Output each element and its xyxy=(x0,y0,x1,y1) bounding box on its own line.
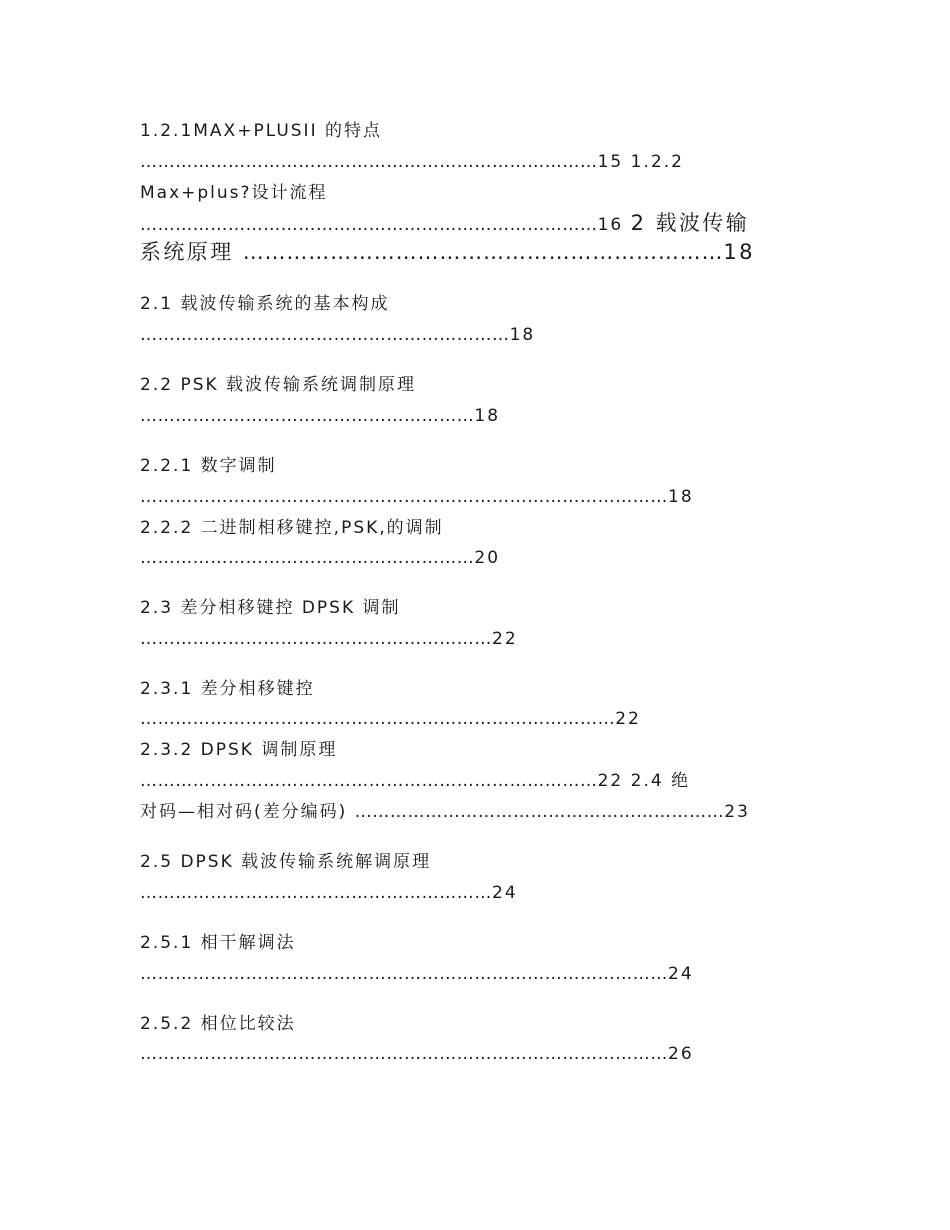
toc-title-1-2-1: 1.2.1MAX+PLUSII 的特点 xyxy=(140,121,382,141)
toc-title-2-2: 2.2 PSK 载波传输系统调制原理 xyxy=(140,375,417,395)
toc-leader-2-3-2 xyxy=(140,769,690,793)
page-number: 18 xyxy=(668,487,694,507)
toc-title-fragment-2-4: 2.4 绝 xyxy=(630,771,691,791)
toc-title-1-2-2: Max+plus?设计流程 xyxy=(140,183,328,203)
dot-leader: …………………………………………………… xyxy=(140,629,492,649)
toc-title-2-4: 对码—相对码(差分编码) xyxy=(140,802,348,822)
toc-title-2-5: 2.5 DPSK 载波传输系统解调原理 xyxy=(140,852,432,872)
dot-leader: ……………………………………………………………………… xyxy=(140,709,616,729)
toc-leader-2-5 xyxy=(140,881,518,905)
toc-leader-2-3-1 xyxy=(140,707,641,731)
toc-title-fragment-1-2-2: 1.2.2 xyxy=(630,152,684,172)
dot-leader: ……………………………………………………………………………… xyxy=(140,487,668,507)
toc-leader-1-2-2 xyxy=(140,211,749,237)
page-number: 16 xyxy=(597,215,624,235)
toc-leader-2-1 xyxy=(140,323,535,347)
dot-leader: …………………………………………………………………… xyxy=(140,771,598,791)
page-number: 15 xyxy=(597,152,624,172)
toc-title-2-5-2: 2.5.2 相位比较法 xyxy=(140,1014,296,1034)
toc-leader-1-2-1 xyxy=(140,150,684,174)
toc-title-2-5-1: 2.5.1 相干解调法 xyxy=(140,933,296,953)
page-number: 22 xyxy=(615,709,641,729)
page-number: 24 xyxy=(492,883,518,903)
page-number: 18 xyxy=(723,240,755,264)
toc-title-2-3-1: 2.3.1 差分相移键控 xyxy=(140,679,315,699)
toc-title-2-2-2: 2.2.2 二进制相移键控,PSK,的调制 xyxy=(140,518,444,538)
dot-leader: …………………………………………………………………… xyxy=(140,215,598,235)
toc-title-chapter-2: 系统原理 xyxy=(140,240,234,264)
toc-title-2-1: 2.1 载波传输系统的基本构成 xyxy=(140,294,390,314)
dot-leader: ………………………………………………… xyxy=(140,548,475,568)
toc-title-2-2-1: 2.2.1 数字调制 xyxy=(140,456,277,476)
page-number: 20 xyxy=(474,548,501,568)
toc-title-2-3-2: 2.3.2 DPSK 调制原理 xyxy=(140,740,338,760)
toc-leader-2-2-1 xyxy=(140,485,694,509)
dot-leader: ……………………………………………………… xyxy=(354,802,725,822)
dot-leader: ……………………………………………………………………………… xyxy=(140,964,668,984)
toc-title-2-3: 2.3 差分相移键控 DPSK 调制 xyxy=(140,598,401,618)
toc-leader-2-2 xyxy=(140,404,500,428)
dot-leader: ………………………………………………… xyxy=(140,406,475,426)
dot-leader: ……………………………………………………… xyxy=(140,325,510,345)
dot-leader: ……………………………………………………………………………… xyxy=(140,1044,668,1064)
page-number: 22 xyxy=(492,629,518,649)
toc-leader-2-2-2 xyxy=(140,546,500,570)
toc-title-fragment-chapter-2: 2 载波传输 xyxy=(630,211,750,235)
toc-entry-2-4 xyxy=(140,800,750,824)
page-number: 18 xyxy=(474,406,501,426)
page-number: 26 xyxy=(668,1044,694,1064)
page-number: 18 xyxy=(509,325,536,345)
dot-leader: ………………………………………………………… xyxy=(242,240,724,264)
page-number: 24 xyxy=(668,964,694,984)
toc-entry-chapter-2 xyxy=(140,240,755,264)
page-number: 22 xyxy=(597,771,624,791)
dot-leader: …………………………………………………… xyxy=(140,883,492,903)
toc-leader-2-5-2 xyxy=(140,1042,694,1066)
dot-leader: …………………………………………………………………… xyxy=(140,152,598,172)
toc-leader-2-5-1 xyxy=(140,962,694,986)
page-number: 23 xyxy=(724,802,750,822)
toc-leader-2-3 xyxy=(140,627,518,651)
